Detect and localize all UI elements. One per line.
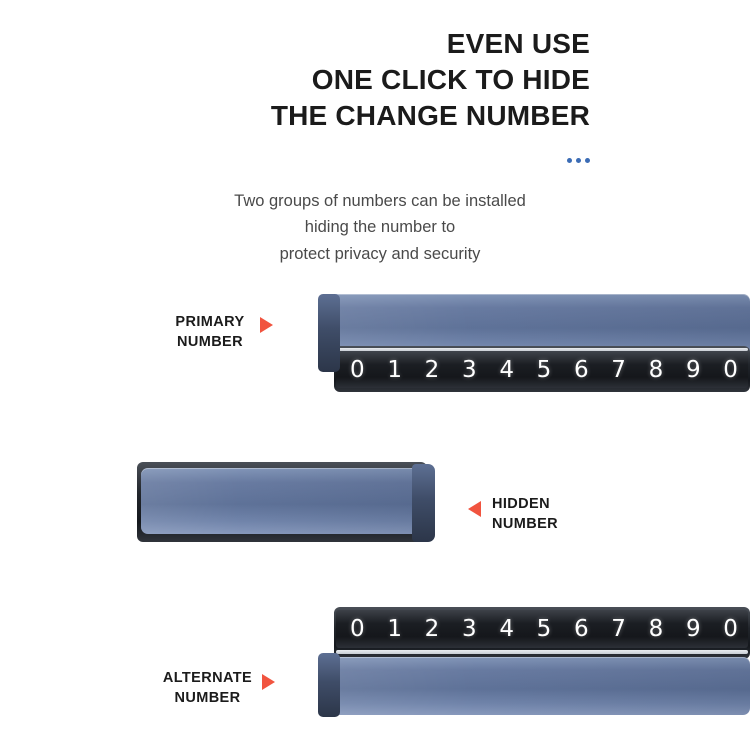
subtitle-line-3: protect privacy and security <box>279 244 481 263</box>
digit: 7 <box>611 616 626 642</box>
digit: 9 <box>685 616 701 642</box>
headline-line-2: ONE CLICK TO HIDE <box>311 63 590 95</box>
label-hidden-line-1: HIDDEN <box>492 496 550 512</box>
digit: 8 <box>648 357 664 383</box>
plate-body-alternate <box>326 657 750 715</box>
digit: 1 <box>387 616 402 642</box>
device-alternate-number <box>318 607 750 717</box>
number-strip-primary <box>336 352 748 388</box>
label-alternate-number <box>150 669 265 708</box>
digit: 9 <box>685 357 701 383</box>
plate-bezel-alternate <box>336 650 748 654</box>
digit: 3 <box>461 357 477 383</box>
label-primary-line-2: NUMBER <box>176 333 244 350</box>
subtitle-line-2: hiding the number to <box>304 218 456 237</box>
plate-hinge-primary <box>318 294 340 372</box>
label-primary-line-1: PRIMARY <box>175 314 245 330</box>
digit: 3 <box>461 616 477 642</box>
digit: 6 <box>573 616 589 642</box>
label-alternate-line-2: NUMBER <box>174 689 241 706</box>
device-hidden-number <box>137 462 435 546</box>
digit: 4 <box>499 616 514 642</box>
digit: 2 <box>424 616 440 642</box>
arrow-left-icon-hidden <box>468 501 481 517</box>
dot-3 <box>585 158 590 163</box>
device-primary-number <box>318 294 750 398</box>
plate-hinge-hidden <box>412 464 435 542</box>
plate-hinge-alternate <box>318 653 340 717</box>
headline-line-1: EVEN USE <box>446 28 590 59</box>
dot-1 <box>567 158 572 163</box>
label-alternate-line-1: ALTERNATE <box>162 670 253 686</box>
headline-line-3: THE CHANGE NUMBER <box>270 99 590 131</box>
dot-2 <box>576 158 581 163</box>
label-hidden-number <box>492 495 592 534</box>
arrow-right-icon-alternate <box>262 674 275 690</box>
number-strip-alternate <box>336 610 748 648</box>
label-primary-number <box>160 313 260 352</box>
subtitle <box>170 188 590 267</box>
digit: 2 <box>424 357 440 383</box>
digit: 0 <box>350 616 365 642</box>
digit: 7 <box>611 357 626 383</box>
label-hidden-line-2: NUMBER <box>492 515 559 532</box>
digit: 8 <box>648 616 664 642</box>
digit: 5 <box>536 357 552 383</box>
digit: 4 <box>499 357 514 383</box>
plate-bezel-primary <box>336 348 748 351</box>
digit: 0 <box>723 357 738 383</box>
digit: 6 <box>573 357 589 383</box>
decorative-dots <box>567 158 590 163</box>
digit: 1 <box>387 357 402 383</box>
digit: 0 <box>350 357 365 383</box>
page-title <box>271 26 590 133</box>
arrow-right-icon-primary <box>260 317 273 333</box>
subtitle-line-1: Two groups of numbers can be installed <box>234 192 526 210</box>
plate-body-hidden <box>141 468 423 534</box>
digit: 5 <box>536 616 552 642</box>
digit: 0 <box>723 616 738 642</box>
